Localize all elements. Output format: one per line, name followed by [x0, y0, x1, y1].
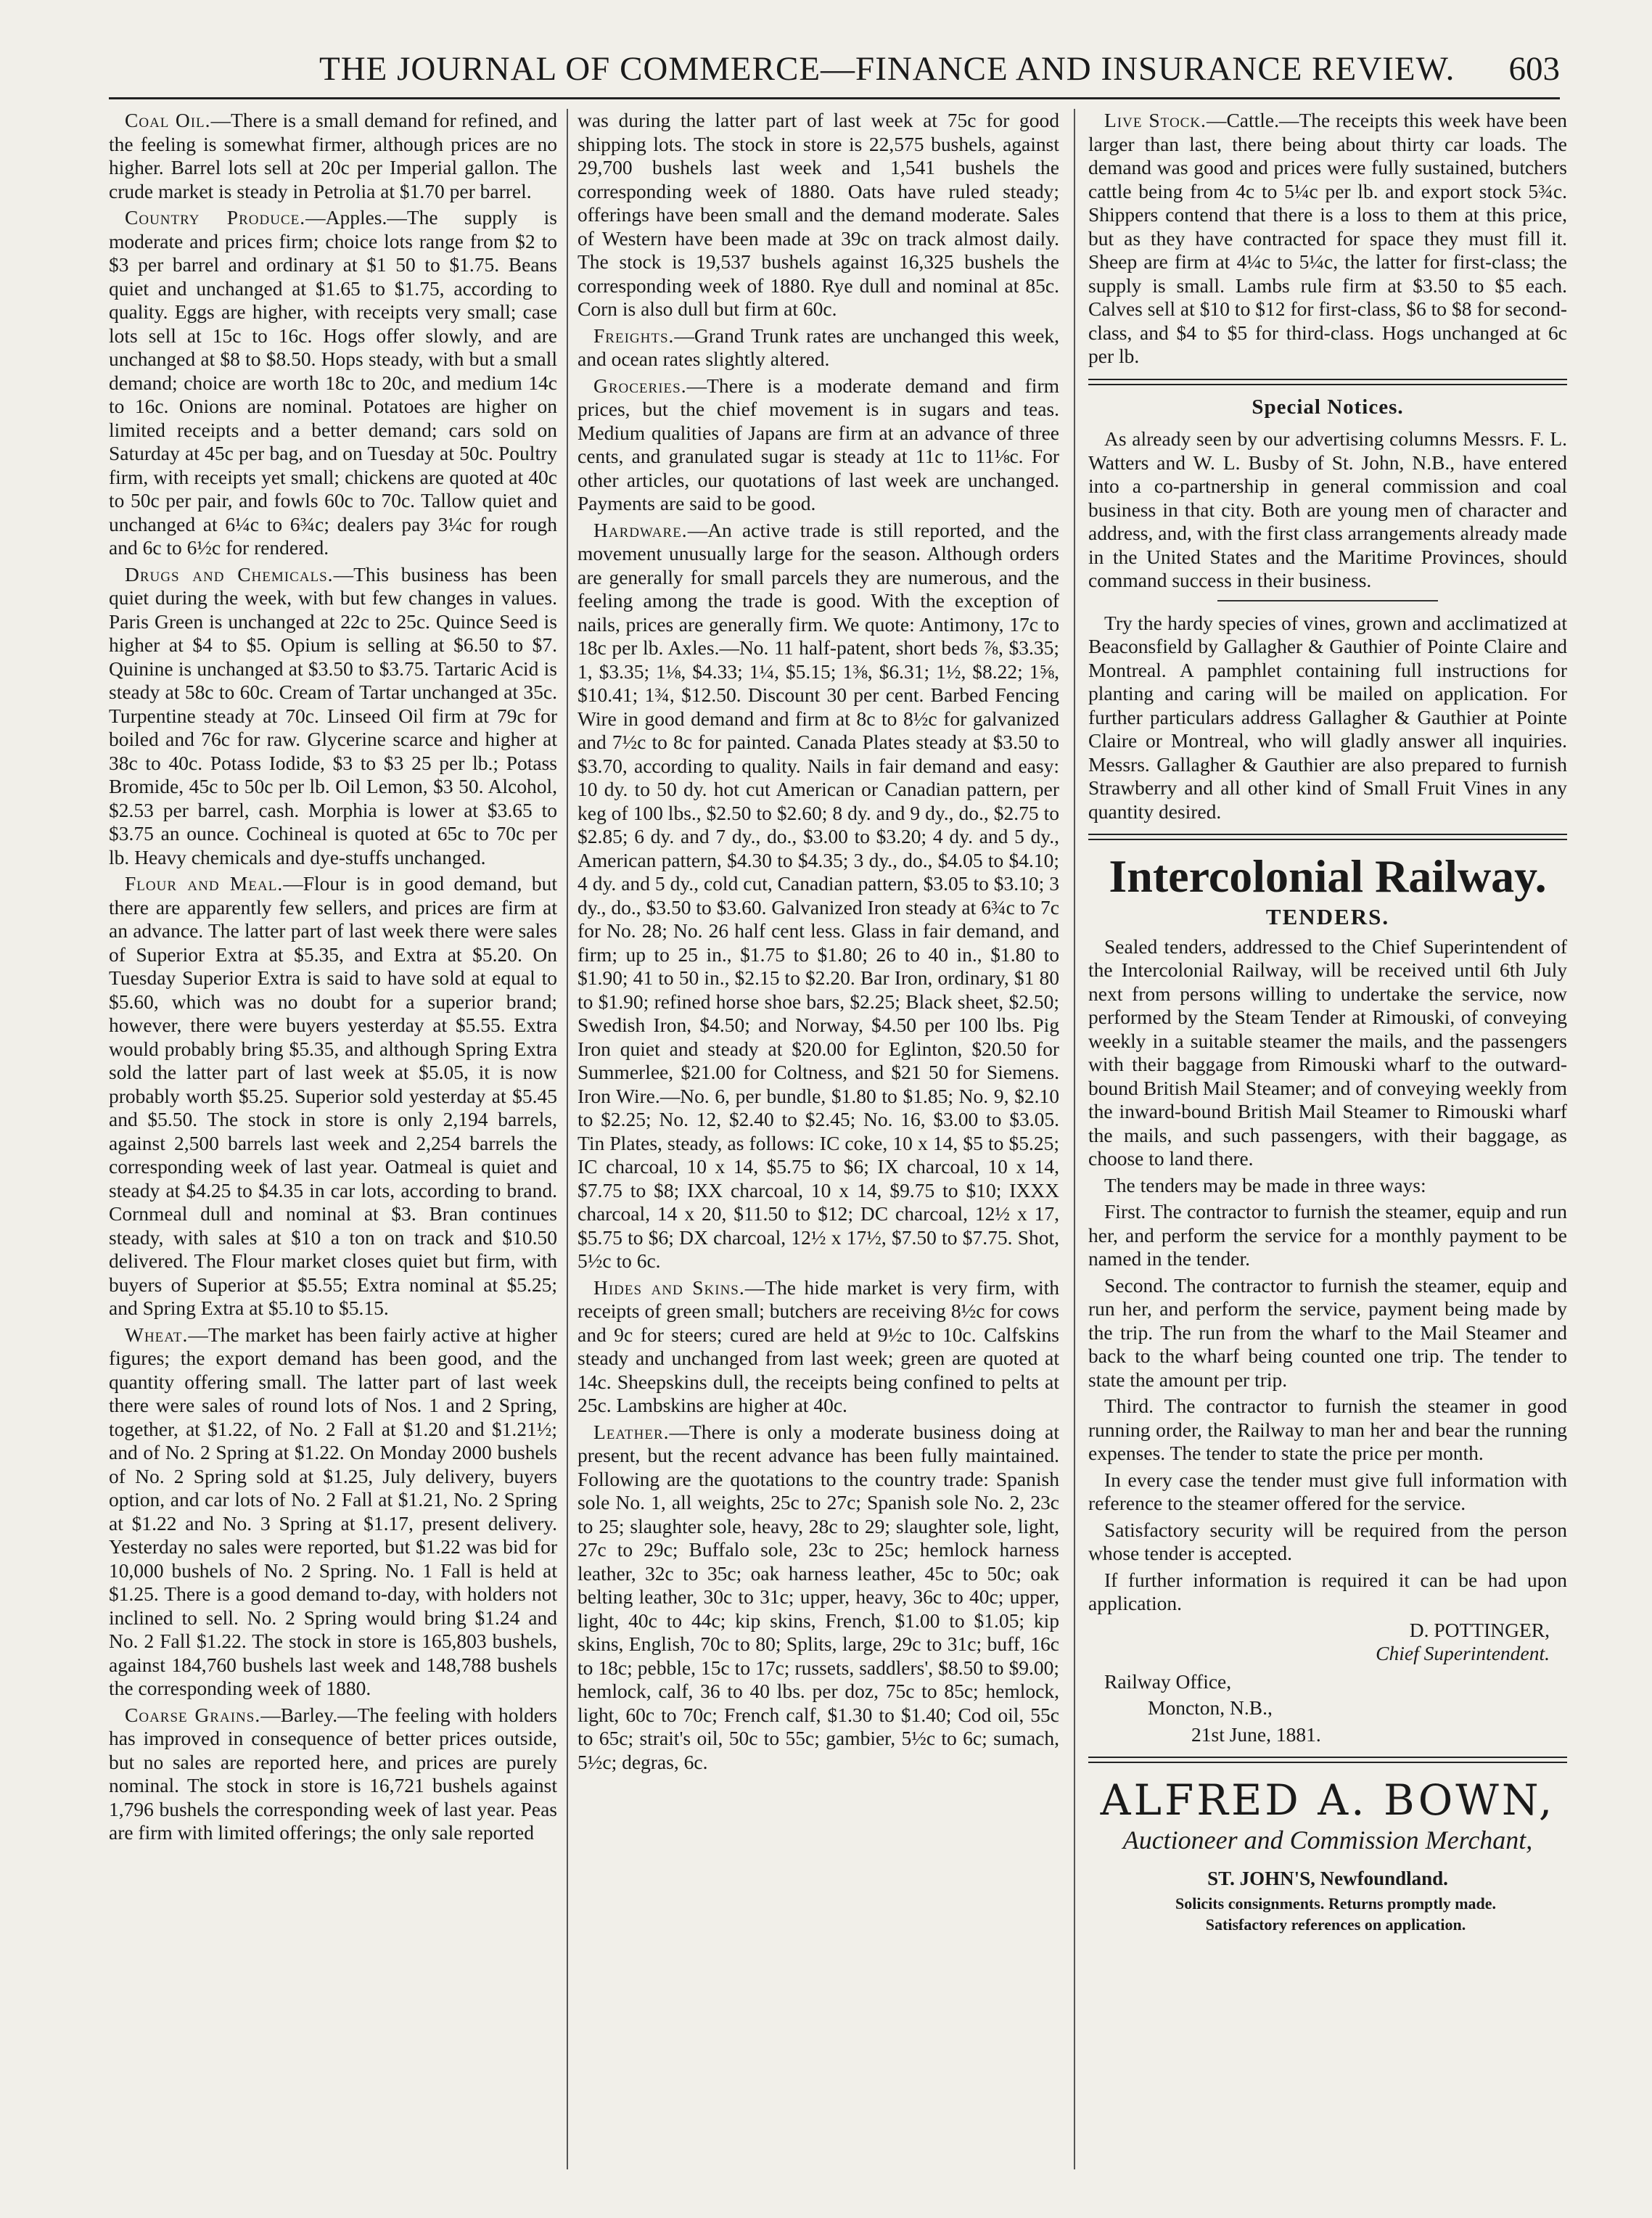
tenders-heading: TENDERS. — [1265, 904, 1390, 929]
section-head: Hides and Skins. — [593, 1276, 745, 1299]
paragraph-text: —There is a small demand for refined, and the feeling is somewhat firmer, although prices are no higher. Barrel lots sell at 20c per Imperial gallon. The crude market is steady in Petrolia at $1.70 per barrel. — [109, 109, 557, 202]
office-line: Railway Office, — [1104, 1669, 1232, 1693]
bown-subtitle: Auctioneer and Commission Merchant, — [1122, 1825, 1533, 1855]
section-head: Wheat. — [125, 1323, 189, 1346]
hardware-paragraph — [578, 519, 1059, 1273]
signature-name: D. POTTINGER, — [1409, 1618, 1550, 1641]
tender-paragraph: Third. The contractor to furnish the steamer in good running order, the Railway to man her and bear the running expenses. The tender to state the price per month. — [1088, 1395, 1567, 1464]
paragraph-text: —There is a moderate demand and firm prices, but the chief movement is in sugars and teas. Medium qualities of Japans are firm at an advance of three cents, and granulated sugar is steady at 11c to 11⅛c. For other articles, our quotations of last week are unchanged. Payments are said to be good. — [578, 374, 1059, 514]
flour-meal-paragraph — [109, 872, 557, 1320]
short-rule — [1217, 600, 1438, 601]
office-line: Moncton, N.B., — [1148, 1696, 1273, 1719]
section-head: Country Produce. — [125, 206, 306, 229]
section-head: Live Stock. — [1104, 109, 1207, 131]
paragraph-text: —The hide market is very firm, with receipts of green small; butchers are receiving 8½c for cows and 9c for steers; cured are held at 9½c to 10c. Calfskins steady and unchanged from last week; green are quoted at 14c. Sheepskins dull, the receipts being confined to pelts at 25c. Lambskins are higher at 40c. — [578, 1276, 1059, 1416]
paragraph-text: —Barley.—The feeling with holders has improved in consequence of better prices outside, but no sales are reported here, and prices are purely nominal. The stock in store is 16,721 bushels against 1,796 bushels the corresponding week of last year. Peas are firm with limited offerings; the only sale reported — [109, 1703, 557, 1844]
coarse-grains-paragraph — [109, 1704, 557, 1845]
section-head: Drugs and Chemicals. — [125, 562, 334, 586]
journal-title: THE JOURNAL OF COMMERCE—FINANCE AND INSURANCE REVIEW. — [319, 50, 1455, 88]
bown-location: ST. JOHN'S, Newfoundland. — [1207, 1867, 1448, 1889]
column-rule-2 — [1074, 109, 1075, 2169]
notice-gallagher-gauthier: Try the hardy species of vines, grown and acclimatized at Beaconsfield by Gallagher & Gauthier of Pointe Claire and Montreal. A pamphlet containing full instructions for planting and caring will be mailed on application. For further particulars address Gallagher & Gauthier at Pointe Claire or Montreal, who will gladly answer all inquiries. Messrs. Gallagher & Gauthier are also prepared to furnish Strawberry and all other kind of Small Fruit Vines in any quantity desired. — [1088, 611, 1567, 823]
special-notices-heading: Special Notices. — [1252, 395, 1404, 419]
paragraph-text: —An active trade is still reported, and the movement unusually large for the season. Although orders are generally for small parcels they are numerous, and the feeling among the trade is good. With the exception of nails, prices are generally firm. We quote: Antimony, 17c to 18c per lb. Axles.—No. 11 half-patent, short beds ⅞, $3.35; 1, $3.35; 1⅛, $4.33; 1¼, $5.15; 1⅜, $6.31; 1½, $8.22; 1⅝, $10.41; 1¾, $12.50. Discount 30 per cent. Barbed Fencing Wire in good demand and firm at 8c to 8½c for galvanized and 7½c to 8c for painted. Canada Plates steady at $3.50 to $3.70, according to quality. Nails in fair demand and easy: 10 dy. to 50 dy. hot cut American or Canadian pattern, per keg of 100 lbs., $2.50 to $2.60; 8 dy. and 9 dy., do., $2.75 to $2.85; 6 dy. and 7 dy., do., $3.00 to $3.20; 4 dy. and 5 dy., American pattern, $4.30 to $4.35; 3 dy., do., $4.05 to $4.10; 4 dy. and 5 dy., cold cut, Canadian pattern, $3.05 to $3.10; 3 dy., do., $3.50 to $3.60. Galvanized Iron steady at 6¾c to 7c for No. 28; No. 26 half cent less. Glass in fair demand, and firm; up to 25 in., $1.75 to $1.80; 26 to 40 in., $1.80 to $1.90; 41 to 50 in., $2.15 to $2.20. Bar Iron, ordinary, $1 80 to $1.90; refined horse shoe bars, $2.25; Black sheet, $2.50; Swedish Iron, $4.50; and Norway, $4.50 per 100 lbs. Pig Iron quiet and steady at $20.00 for Eglinton, $20.50 for Summerlee, $21.00 for Coltness, and $21 50 for Siemens. Iron Wire.—No. 6, per bundle, $1.80 to $1.85; No. 9, $2.10 to $2.25; No. 12, $2.40 to $2.45; No. 16, $3.00 to $3.05. Tin Plates, steady, as follows: IC coke, 10 x 14, $5 to $5.25; IC charcoal, 10 x 14, $5.75 to $6; IX charcoal, 10 x 14, $7.75 to $8; IXX charcoal, 10 x 14, $9.75 to $10; IXXX charcoal, 14 x 20, $11.50 to $12; DC charcoal, 12½ x 17, $5.75 to $6; DX charcoal, 12½ x 17½, $7.50 to $7.75. Shot, 5½c to 6c. — [578, 518, 1059, 1272]
freights-paragraph — [578, 324, 1059, 371]
signature-title: Chief Superintendent. — [1376, 1642, 1550, 1664]
paragraph-text: —There is only a moderate business doing at present, but the recent advance has been fully maintained. Following are the quotations to the country trade: Spanish sole No. 1, all weights, 25c to 27c; Spanish sole No. 2, 23c to 25; slaughter sole, heavy, 28c to 29; slaughter sole, light, 27c to 29c; Buffalo sole, 23c to 25c; hemlock harness leather, 32c to 35c; oak harness leather, 45c to 50c; oak belting leather, 30c to 31c; upper, heavy, 36c to 40c; upper, light, 40c to 44c; kip skins, French, $1.00 to $1.05; kip skins, English, 70c to 80; Splits, large, 29c to 31c; buff, 16c to 18c; pebble, 15c to 17c; russets, saddlers', $8.50 to $9.00; hemlock, calf, 36 to 40 lbs. per doz, 75c to 85c; hemlock, light, 60c to 70c; French calf, $1.30 to $1.40; Cod oil, 55c to 65c; strait's oil, 50c to 55c; gambier, 5½c to 6c; sumach, 5½c; degras, 6c. — [578, 1420, 1059, 1773]
hides-skins-paragraph — [578, 1276, 1059, 1418]
section-head: Flour and Meal. — [125, 872, 284, 895]
grains-continued-paragraph: was during the latter part of last week at 75c for good shipping lots. The stock in store is 22,575 bushels, against 29,700 bushels last week and 1,541 bushels the corresponding week of 1880. Oats have ruled steady; offerings have been small and the demand moderate. Sales of Western have been made at 39c on track almost daily. The stock is 19,537 bushels against 16,325 bushels the corresponding week of 1880. Rye dull and nominal at 85c. Corn is also dull but firm at 60c. — [578, 109, 1059, 320]
section-head: Hardware. — [593, 518, 688, 541]
groceries-paragraph — [578, 374, 1059, 516]
railway-heading: Intercolonial Railway. — [1109, 850, 1547, 902]
section-head: Groceries. — [593, 374, 687, 397]
double-rule — [1088, 834, 1567, 840]
tender-paragraph: Sealed tenders, addressed to the Chief Superintendent of the Intercolonial Railway, will be received until 6th July next from persons willing to undertake the service, now performed by the Steam Tender at Rimouski, of conveying weekly in a suitable steamer the mails, and the passengers with their baggage from Rimouski wharf to the outward-bound British Mail Steamer; and of conveying weekly from the inward-bound British Mail Steamer to Rimouski wharf the mails, and such passengers, with their baggage, as choose to land there. — [1088, 935, 1567, 1170]
coal-oil-paragraph — [109, 109, 557, 203]
section-head: Freights. — [593, 324, 675, 347]
column-3 — [1088, 109, 1567, 2191]
page-header — [109, 46, 1560, 99]
section-head: Coal Oil. — [125, 109, 211, 131]
tender-paragraph: In every case the tender must give full information with reference to the steamer offered for the service. — [1088, 1468, 1567, 1514]
paragraph-text: —Flour is in good demand, but there are apparently few sellers, and prices are firm at an advance. The latter part of last week there were sales of Superior Extra at $5.35, and Extra at $5.20. On Tuesday Superior Extra is said to have sold at equal to $5.60, which was no doubt for a superior brand; however, there were buyers yesterday at $5.55. Extra would probably bring $5.35, and although Spring Extra sold the latter part of last week at $5.05, it is now probably worth $5.25. Superior sold yesterday at $5.45 and $5.50. The stock in store is only 2,194 barrels, against 2,500 barrels last week and 2,254 barrels the corresponding week of last year. Oatmeal is quiet and steady at $4.25 to $4.35 in car lots, according to brand. Cornmeal dull and nominal at $3. Bran continues steady, with sales at $10 a ton on track and $10.50 delivered. The Flour market closes quiet but firm, with buyers of Superior at $5.55; Extra nominal at $5.25; and Spring Extra at $5.10 to $5.15. — [109, 872, 557, 1319]
paragraph-text: —This business has been quiet during the week, with but few changes in values. Paris Green is unchanged at 22c to 25c. Quince Seed is higher at $4 to $5. Opium is selling at $6.50 to $7. Quinine is unchanged at $3.50 to $3.75. Tartaric Acid is steady at 58c to 60c. Cream of Tartar unchanged at 35c. Turpentine steady at 70c. Linseed Oil firm at 79c for boiled and 76c for raw. Glycerine scarce and higher at 38c to 40c. Potass Iodide, $3 to $3 25 per lb.; Potass Bromide, 45c to 50c per lb. Oil Lemon, $3 50. Alcohol, $2.53 per barrel, cash. Morphia is lower at $3.65 to $3.75 an ounce. Cochineal is quoted at 65c to 70c per lb. Heavy chemicals and dye-stuffs unchanged. — [109, 562, 557, 868]
notice-watters-busby: As already seen by our advertising columns Messrs. F. L. Watters and W. L. Busby of St. John, N.B., have entered into a co-partnership in general commission and coal business in that city. Both are young men of character and address, and, with the first class arrangements already made in the United States and the Maritime Provinces, should command success in their business. — [1088, 427, 1567, 591]
bown-heading: ALFRED A. BOWN, — [1100, 1775, 1556, 1825]
drugs-chemicals-paragraph — [109, 563, 557, 870]
paragraph-text: —Apples.—The supply is moderate and prices firm; choice lots range from $2 to $3 per barrel and ordinary at $1 50 to $1.75. Beans quiet and unchanged at $1.65 to $1.75, according to quality. Eggs are higher, with receipts very small; case lots sell at 15c to 16c. Hogs offer slowly, and are unchanged at $8 to $8.50. Hops steady, with but a small demand; choice are worth 18c to 20c, and medium 14c to 16c. Onions are nominal. Potatoes are higher on limited receipts and a better demand; cars sold on Saturday at 45c per bag, and on Tuesday at 50c. Poultry firm, with receipts yet small; chickens are quoted at 40c to 50c per pair, and fowls 60c to 70c. Tallow quiet and unchanged at 6¼c to 6¾c; dealers pay 3¼c for rough and 6c to 6½c for rendered. — [109, 206, 557, 559]
country-produce-paragraph — [109, 206, 557, 560]
tender-paragraph: The tenders may be made in three ways: — [1104, 1173, 1426, 1196]
leather-paragraph — [578, 1421, 1059, 1775]
wheat-paragraph — [109, 1323, 557, 1701]
live-stock-paragraph — [1088, 109, 1567, 369]
tender-paragraph: If further information is required it can be had upon application. — [1088, 1568, 1567, 1614]
paragraph-text: —Grand Trunk rates are unchanged this week, and ocean rates slightly altered. — [578, 324, 1059, 370]
paragraph-text: —The market has been fairly active at higher figures; the export demand has been good, and the quantity offering small. The latter part of last week there were sales of round lots of Nos. 1 and 2 Spring, together, at $1.22, of No. 2 Fall at $1.20 and $1.21½; and of No. 2 Spring at $1.22. On Monday 2000 bushels of No. 2 Spring sold at $1.25, July delivery, buyers option, and car lots of No. 2 Fall at $1.21, No. 2 Spring at $1.22 and No. 3 Spring at $1.17, present delivery. Yesterday no sales were reported, but $1.22 was bid for 10,000 bushels of No. 2 Spring. No. 1 Fall is held at $1.25. There is a good demand to-day, with holders not inclined to sell. No. 2 Spring would bring $1.24 and No. 2 Fall $1.22. The stock in store is 165,803 bushels, against 184,760 bushels last week and 148,788 bushels the corresponding week of 1880. — [109, 1323, 557, 1699]
column-1 — [109, 109, 557, 2191]
office-line: 21st June, 1881. — [1191, 1722, 1321, 1746]
tender-paragraph: Satisfactory security will be required from the person whose tender is accepted. — [1088, 1518, 1567, 1564]
paragraph-text: —Cattle.—The receipts this week have been larger than last, there being about thirty car loads. The demand was good and prices were fully sustained, butchers cattle being from 4c to 5¼c per lb. and export stock 5¾c. Shippers contend that there is a loss to them at this price, but as they have contracted for space they must fill it. Sheep are firm at 4¼c to 5¼c, the latter for first-class; the supply is small. Lambs rule firm at $3.50 to $5 each. Calves sell at $10 to $12 for first-class, $6 to $8 for second-class, and $4 to $5 for third-class. Hogs unchanged at 6c per lb. — [1088, 109, 1567, 367]
double-rule — [1088, 379, 1567, 385]
page-number: 603 — [1508, 50, 1560, 88]
tender-paragraph: First. The contractor to furnish the steamer, equip and run her, and perform the service for a monthly payment to be named in the tender. — [1088, 1200, 1567, 1270]
section-head: Coarse Grains. — [125, 1703, 261, 1726]
section-head: Leather. — [593, 1420, 670, 1443]
bown-line: Satisfactory references on application. — [1205, 1915, 1466, 1934]
tender-paragraph: Second. The contractor to furnish the steamer, equip and run her, and perform the service, payment being made by the trip. The run from the wharf to the Mail Steamer and back to the wharf being counted one trip. The tender to state the amount per trip. — [1088, 1273, 1567, 1391]
double-rule — [1088, 1757, 1567, 1763]
column-2 — [578, 109, 1059, 2191]
column-rule-1 — [567, 109, 568, 2169]
bown-line: Solicits consignments. Returns promptly made. — [1175, 1894, 1497, 1913]
